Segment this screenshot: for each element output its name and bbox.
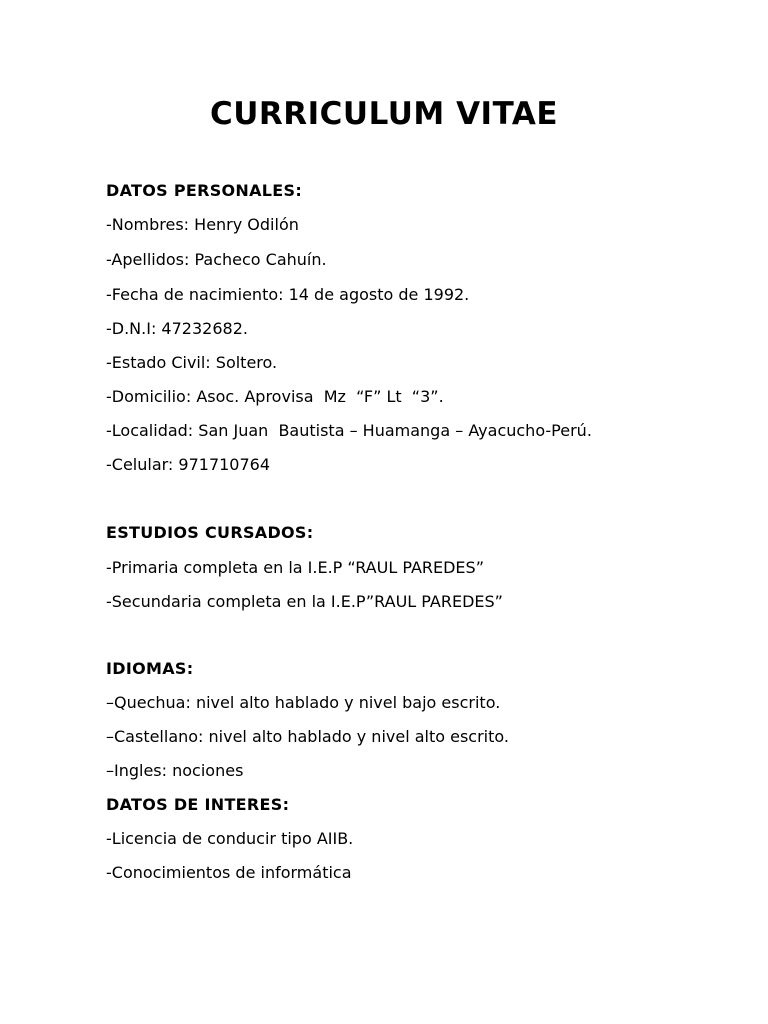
languages-line-ingles: –Ingles: nociones <box>106 761 244 780</box>
personal-line-locality: -Localidad: San Juan Bautista – Huamanga – Ayacucho-Perú. <box>106 421 592 440</box>
section-heading-interests: DATOS DE INTERES: <box>106 795 290 814</box>
studies-line-secondary: -Secundaria completa en la I.E.P”RAUL PAREDES” <box>106 592 503 611</box>
page-title: CURRICULUM VITAE <box>209 96 559 132</box>
interests-line-computing: -Conocimientos de informática <box>106 863 352 882</box>
personal-line-phone: -Celular: 971710764 <box>106 455 271 474</box>
personal-line-birthdate: -Fecha de nacimiento: 14 de agosto de 1992. <box>106 285 470 304</box>
personal-line-civil-status: -Estado Civil: Soltero. <box>106 353 278 372</box>
section-heading-personal: DATOS PERSONALES: <box>106 181 303 200</box>
interests-line-license: -Licencia de conducir tipo AIIB. <box>106 829 354 848</box>
studies-line-primary: -Primaria completa en la I.E.P “RAUL PAREDES” <box>106 558 484 577</box>
personal-line-dni: -D.N.I: 47232682. <box>106 319 248 338</box>
section-heading-languages: IDIOMAS: <box>106 659 194 678</box>
personal-line-surnames: -Apellidos: Pacheco Cahuín. <box>106 250 327 269</box>
personal-line-names: -Nombres: Henry Odilón <box>106 215 299 234</box>
personal-line-address: -Domicilio: Asoc. Aprovisa Mz “F” Lt “3”. <box>106 387 444 406</box>
languages-line-quechua: –Quechua: nivel alto hablado y nivel bajo escrito. <box>106 693 501 712</box>
languages-line-castellano: –Castellano: nivel alto hablado y nivel alto escrito. <box>106 727 509 746</box>
section-heading-studies: ESTUDIOS CURSADOS: <box>106 523 314 542</box>
